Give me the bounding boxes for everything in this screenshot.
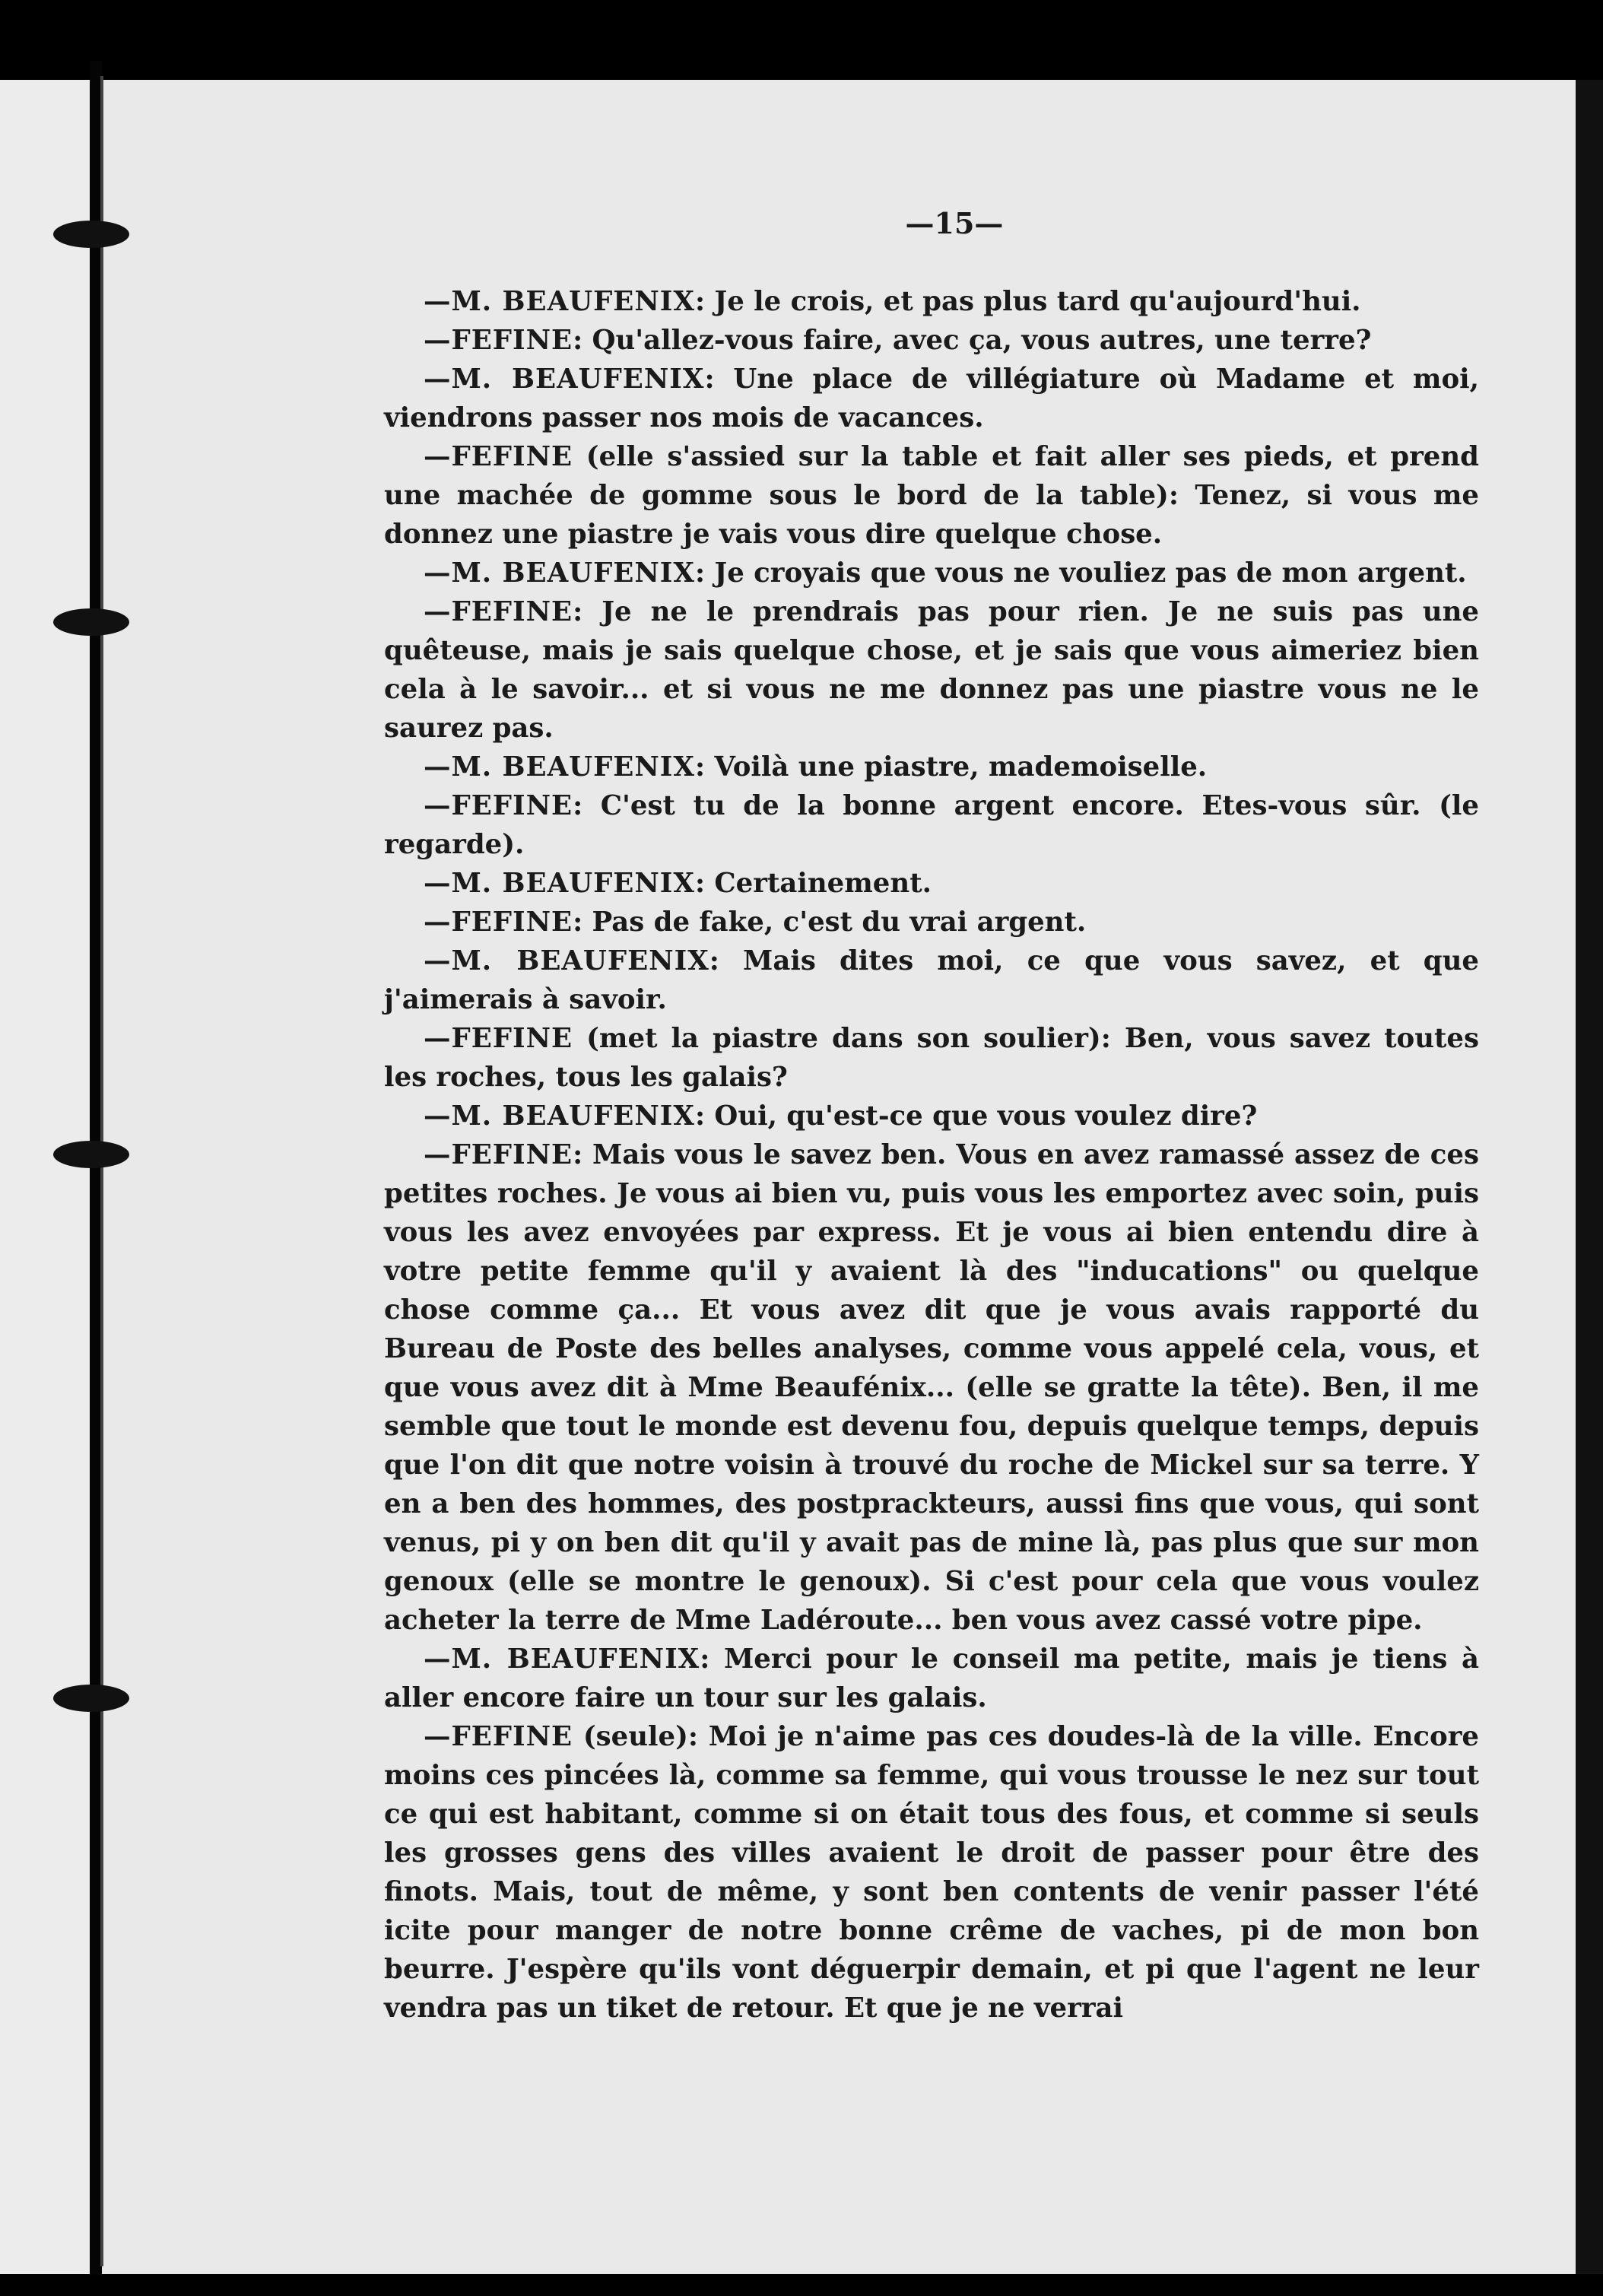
- right-page-edge: [1576, 80, 1603, 2274]
- dialogue-paragraph: [384, 1135, 1479, 1640]
- dialogue-paragraph: [384, 786, 1479, 864]
- binding-stitch: [53, 1685, 129, 1712]
- dialogue-paragraph: [384, 1640, 1479, 1717]
- page-number: —15—: [905, 206, 1004, 240]
- speaker-name: —M. BEAUFENIX: [424, 751, 695, 783]
- dialogue-text: : Merci pour le conseil ma petite, mais je tiens à aller encore faire un tour sur les galais.: [384, 1643, 1479, 1713]
- binding-stitch: [53, 608, 129, 636]
- dialogue-text: : Pas de fake, c'est du vrai argent.: [573, 907, 1087, 938]
- speaker-name: —M. BEAUFENIX: [424, 1100, 695, 1132]
- dialogue-text: : Certainement.: [694, 868, 932, 899]
- speaker-name: —FEFINE: [424, 1023, 573, 1054]
- left-margin-strip: [0, 80, 91, 2274]
- dialogue-paragraph: [384, 321, 1479, 360]
- dialogue-text: : Oui, qu'est-ce que vous voulez dire?: [694, 1100, 1258, 1132]
- dialogue-paragraph: [384, 903, 1479, 942]
- speaker-name: —FEFINE: [424, 325, 573, 356]
- speaker-name: —M. BEAUFENIX: [424, 557, 695, 589]
- dialogue-text: : Mais vous le savez ben. Vous en avez ramassé assez de ces petites roches. Je vous ai bien vu, puis vous les emportez avec soin, puis vous les avez envoyées par express. Et je vous ai bien entendu dire à votre petite femme qu'il y avaient là des "inducations" ou quelque chose comme ça... Et vous avez dit que je vous avais rapporté du Bureau de Poste des belles analyses, comme vous appelé cela, vous, et que vous avez dit à Mme Beaufénix... (elle se gratte la tête). Ben, il me semble que tout le monde est devenu fou, depuis quelque temps, depuis que l'on dit que notre voisin à trouvé du roche de Mickel sur sa terre. Y en a ben des hommes, des postprackteurs, aussi fins que vous, qui sont venus, pi y on ben dit qu'il y avait pas de mine là, pas plus que sur mon genoux (elle se montre le genoux). Si c'est pour cela que vous voulez acheter la terre de Mme Ladéroute... ben vous avez cassé votre pipe.: [384, 1139, 1479, 1636]
- dialogue-paragraph: [384, 1097, 1479, 1135]
- binding-stitch: [53, 221, 129, 248]
- bottom-page-edge: [0, 2274, 1603, 2296]
- speaker-name: —FEFINE: [424, 1721, 573, 1752]
- speaker-name: —M. BEAUFENIX: [424, 286, 695, 317]
- dialogue-text: : Je le crois, et pas plus tard qu'aujourd'hui.: [694, 286, 1361, 317]
- dialogue-paragraph: [384, 437, 1479, 554]
- dialogue-paragraph: [384, 1717, 1479, 2028]
- dialogue-text: (elle s'assied sur la table et fait aller ses pieds, et prend une machée de gomme sous le bord de la table): Tenez, si vous me donnez une piastre je vais vous dire quelque chose.: [384, 441, 1479, 550]
- dialogue-text: : Qu'allez-vous faire, avec ça, vous autres, une terre?: [573, 325, 1372, 356]
- dialogue-text: : Je ne le prendrais pas pour rien. Je ne suis pas une quêteuse, mais je sais quelque chose, et je sais que vous aimeriez bien cela à le savoir... et si vous ne me donnez pas une piastre vous ne le saurez pas.: [384, 596, 1479, 744]
- dialogue-paragraph: [384, 360, 1479, 437]
- speaker-name: —M. BEAUFENIX: [424, 364, 705, 395]
- speaker-name: —FEFINE: [424, 441, 573, 472]
- dialogue-text: : C'est tu de la bonne argent encore. Etes-vous sûr. (le regarde).: [384, 790, 1479, 860]
- dialogue-paragraph: [384, 942, 1479, 1019]
- dialogue-paragraph: [384, 554, 1479, 592]
- dialogue-text: : Mais dites moi, ce que vous savez, et que j'aimerais à savoir.: [384, 945, 1479, 1015]
- speaker-name: —FEFINE: [424, 1139, 573, 1170]
- binding-stitch: [53, 1141, 129, 1168]
- speaker-name: —FEFINE: [424, 790, 573, 821]
- document-text: [384, 204, 1479, 2028]
- dialogue-text: : Voilà une piastre, mademoiselle.: [694, 751, 1208, 783]
- dialogue-text: : Je croyais que vous ne vouliez pas de mon argent.: [694, 557, 1467, 589]
- speaker-name: —FEFINE: [424, 596, 573, 627]
- dialogue-paragraph: [384, 592, 1479, 748]
- speaker-name: —FEFINE: [424, 907, 573, 938]
- dialogue-paragraph: [384, 1019, 1479, 1097]
- dialogue-text: (seule): Moi je n'aime pas ces doudes-là de la ville. Encore moins ces pincées là, comme sa femme, qui vous trousse le nez sur tout ce qui est habitant, comme si on était tous des fous, et comme si seuls les grosses gens des villes avaient le droit de passer pour être des finots. Mais, tout de même, y sont ben contents de venir passer l'été icite pour manger de notre bonne crême de vaches, pi de mon bon beurre. J'espère qu'ils vont déguerpir demain, et pi que l'agent ne leur vendra pas un tiket de retour. Et que je ne verrai: [384, 1721, 1479, 2024]
- dialogue-paragraph: [384, 864, 1479, 903]
- dialogue-paragraph: [384, 748, 1479, 786]
- dialogue-text: : Une place de villégiature où Madame et moi, viendrons passer nos mois de vacances.: [384, 364, 1480, 433]
- binding-shadow: [100, 76, 103, 2266]
- dialogue-paragraph: [384, 282, 1479, 321]
- speaker-name: —M. BEAUFENIX: [424, 945, 709, 977]
- speaker-name: —M. BEAUFENIX: [424, 1643, 700, 1675]
- speaker-name: —M. BEAUFENIX: [424, 868, 695, 899]
- dialogue-text: (met la piastre dans son soulier): Ben, vous savez toutes les roches, tous les galais?: [384, 1023, 1479, 1093]
